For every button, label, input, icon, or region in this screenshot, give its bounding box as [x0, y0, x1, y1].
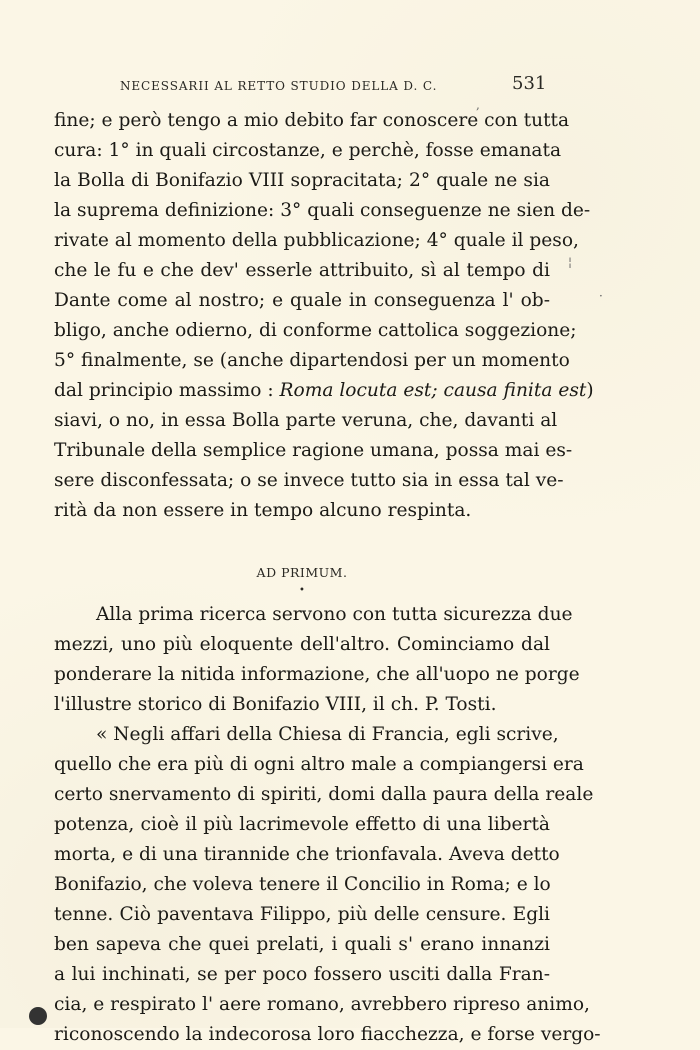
running-header-title: NECESSARII AL RETTO STUDIO DELLA D. C.: [120, 79, 438, 93]
paragraph-3-line: Bonifazio, che voleva tenere il Concilio in Roma; e lo: [54, 874, 551, 895]
paragraph-1-line: che le fu e che dev' esserle attribuito, sì al tempo di: [54, 260, 550, 281]
paragraph-2-line: ponderare la nitida informazione, che all'uopo ne porge: [54, 664, 580, 685]
paragraph-3-line: a lui inchinati, se per poco fossero usciti dalla Fran-: [54, 964, 550, 985]
paragraph-1-line: Tribunale della semplice ragione umana, possa mai es-: [54, 440, 573, 461]
paragraph-1: [54, 106, 594, 526]
page-number: 531: [512, 73, 547, 94]
margin-tick-mark: ¦: [568, 255, 573, 269]
italic-line-after: ): [586, 380, 594, 401]
paragraph-3-line: riconoscendo la indecorosa loro fiacchezza, e forse vergo-: [54, 1024, 601, 1045]
paragraph-3: [54, 720, 601, 1050]
paragraph-3-line: quello che era più di ogni altro male a compiangersi era: [54, 754, 584, 775]
paragraph-3-line: ben sapeva che quei prelati, i quali s' erano innanzi: [54, 934, 550, 955]
paragraph-1-line: cura: 1° in quali circostanze, e perchè, fosse emanata: [54, 140, 562, 161]
italic-line-before: dal principio massimo :: [54, 380, 280, 401]
paragraph-3-line: cia, e respirato l' aere romano, avrebbero ripreso animo,: [54, 994, 590, 1015]
paragraph-1-line-with-italic: [54, 376, 594, 406]
paragraph-3-line: potenza, cioè il più lacrimevole effetto di una libertà: [54, 814, 550, 835]
paper-speck-mark: ,: [476, 98, 480, 112]
paragraph-1-line: sere disconfessata; o se invece tutto sia in essa tal ve-: [54, 470, 564, 491]
paragraph-1-line: la suprema definizione: 3° quali conseguenze ne sien de-: [54, 200, 591, 221]
paper-dot-mark: ·: [599, 289, 603, 303]
bottom-ink-fleck: [29, 1007, 47, 1025]
paragraph-1-line: fine; e però tengo a mio debito far conoscere con tutta: [54, 110, 570, 131]
paragraph-1-line: siavi, o no, in essa Bolla parte veruna, che, davanti al: [54, 410, 558, 431]
paragraph-3-line: tenne. Ciò paventava Filippo, più delle censure. Egli: [54, 904, 550, 925]
ornament-icon: •: [299, 585, 305, 596]
paragraph-2-line: Alla prima ricerca servono con tutta sicurezza due: [96, 604, 573, 625]
paragraph-2: [54, 600, 580, 720]
paragraph-1-line: la Bolla di Bonifazio VIII sopracitata; 2° quale ne sia: [54, 170, 550, 191]
section-heading: AD PRIMUM.: [256, 565, 348, 580]
paragraph-2-line: l'illustre storico di Bonifazio VIII, il ch. P. Tosti.: [54, 694, 497, 715]
paragraph-3-line: morta, e di una tirannide che trionfavala. Aveva detto: [54, 844, 560, 865]
paragraph-1-line: bligo, anche odierno, di conforme cattolica soggezione;: [54, 320, 577, 341]
paragraph-1-line: rivate al momento della pubblicazione; 4° quale il peso,: [54, 230, 579, 251]
paragraph-3-line: certo snervamento di spiriti, domi dalla paura della reale: [54, 784, 594, 805]
paragraph-3-line: « Negli affari della Chiesa di Francia, egli scrive,: [96, 724, 559, 745]
paragraph-1-line: Dante come al nostro; e quale in conseguenza l' ob-: [54, 290, 550, 311]
paragraph-1-line: 5° finalmente, se (anche dipartendosi per un momento: [54, 350, 570, 371]
latin-maxim: Roma locuta est; causa finita est: [279, 380, 587, 401]
paragraph-1-line: rità da non essere in tempo alcuno respinta.: [54, 500, 472, 521]
paragraph-2-line: mezzi, uno più eloquente dell'altro. Cominciamo dal: [54, 634, 550, 655]
